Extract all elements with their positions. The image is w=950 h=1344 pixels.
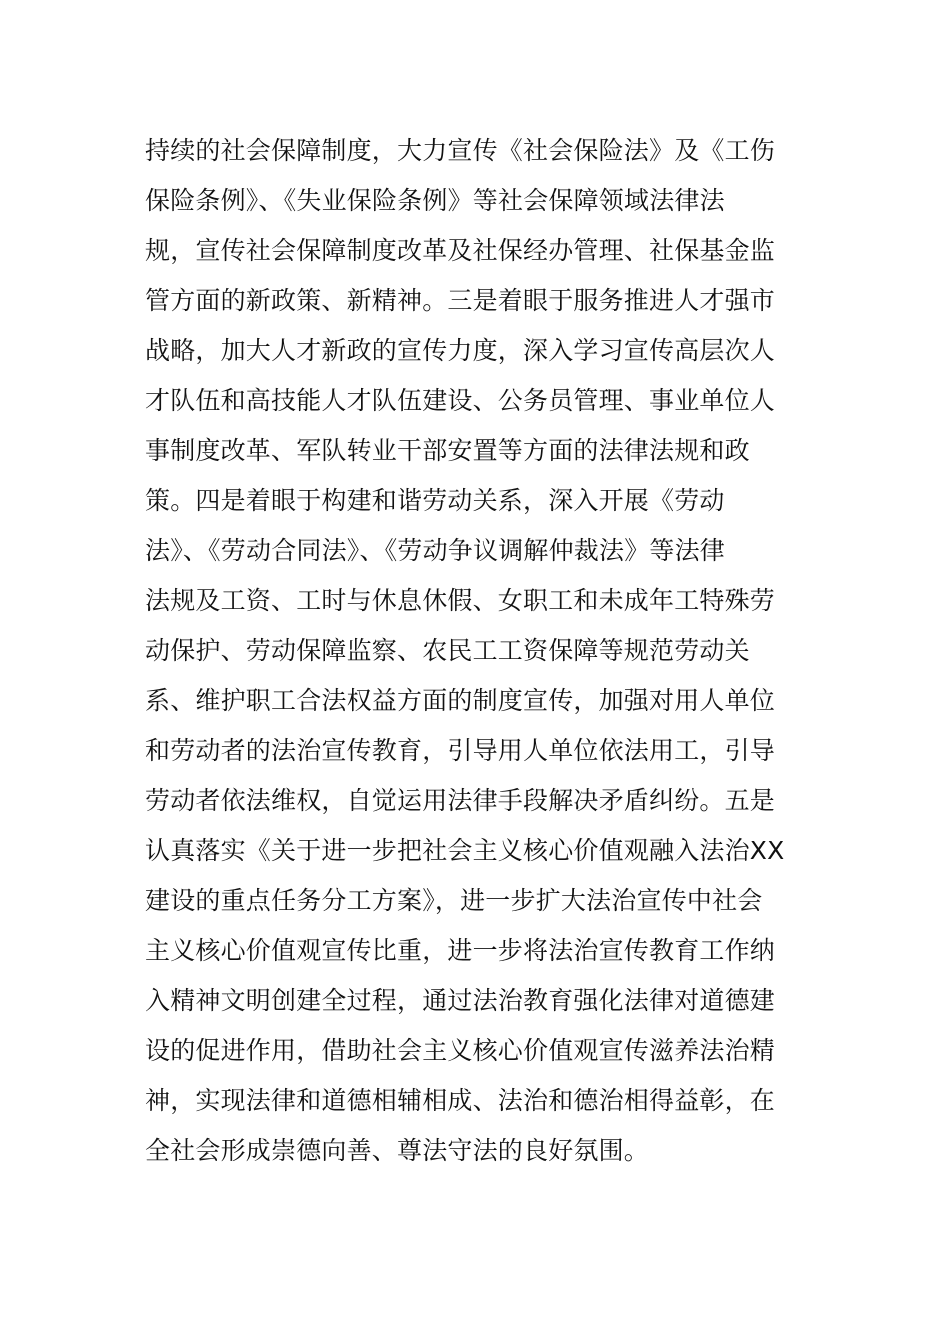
text-line: 管方面的新政策、新精神。三是着眼于服务推进人才强市 <box>145 286 776 315</box>
text-line: 规，宣传社会保障制度改革及社保经办管理、社保基金监 <box>145 236 776 265</box>
text-line: 法》、《劳动合同法》、《劳动争议调解仲裁法》等法律 <box>145 536 726 565</box>
text-line: 持续的社会保障制度，大力宣传《社会保险法》及《工伤 <box>145 136 776 165</box>
text-line: 事制度改革、军队转业干部安置等方面的法律法规和政 <box>145 436 750 465</box>
text-line: 认真落实《关于进一步把社会主义核心价值观融入法治XX <box>145 836 785 865</box>
text-line: 才队伍和高技能人才队伍建设、公务员管理、事业单位人 <box>145 386 776 415</box>
text-line: 保险条例》、《失业保险条例》等社会保障领域法律法 <box>145 186 725 215</box>
text-line: 劳动者依法维权，自觉运用法律手段解决矛盾纠纷。五是 <box>145 786 776 815</box>
text-line: 神，实现法律和道德相辅相成、法治和德治相得益彰，在 <box>145 1086 776 1115</box>
text-line: 策。四是着眼于构建和谐劳动关系，深入开展《劳动 <box>145 486 725 515</box>
text-line: 系、维护职工合法权益方面的制度宣传，加强对用人单位 <box>145 686 776 715</box>
body-paragraph <box>145 126 825 1176</box>
text-line: 入精神文明创建全过程，通过法治教育强化法律对道德建 <box>145 986 776 1015</box>
text-line: 和劳动者的法治宣传教育，引导用人单位依法用工，引导 <box>145 736 776 765</box>
text-line: 法规及工资、工时与休息休假、女职工和未成年工特殊劳 <box>145 586 776 615</box>
text-line: 主义核心价值观宣传比重，进一步将法治宣传教育工作纳 <box>145 936 776 965</box>
text-line: 动保护、劳动保障监察、农民工工资保障等规范劳动关 <box>145 636 750 665</box>
text-line: 设的促进作用，借助社会主义核心价值观宣传滋养法治精 <box>145 1036 776 1065</box>
text-line: 全社会形成崇德向善、尊法守法的良好氛围。 <box>145 1136 650 1165</box>
text-line: 建设的重点任务分工方案》，进一步扩大法治宣传中社会 <box>145 886 763 915</box>
text-line: 战略，加大人才新政的宣传力度，深入学习宣传高层次人 <box>145 336 776 365</box>
